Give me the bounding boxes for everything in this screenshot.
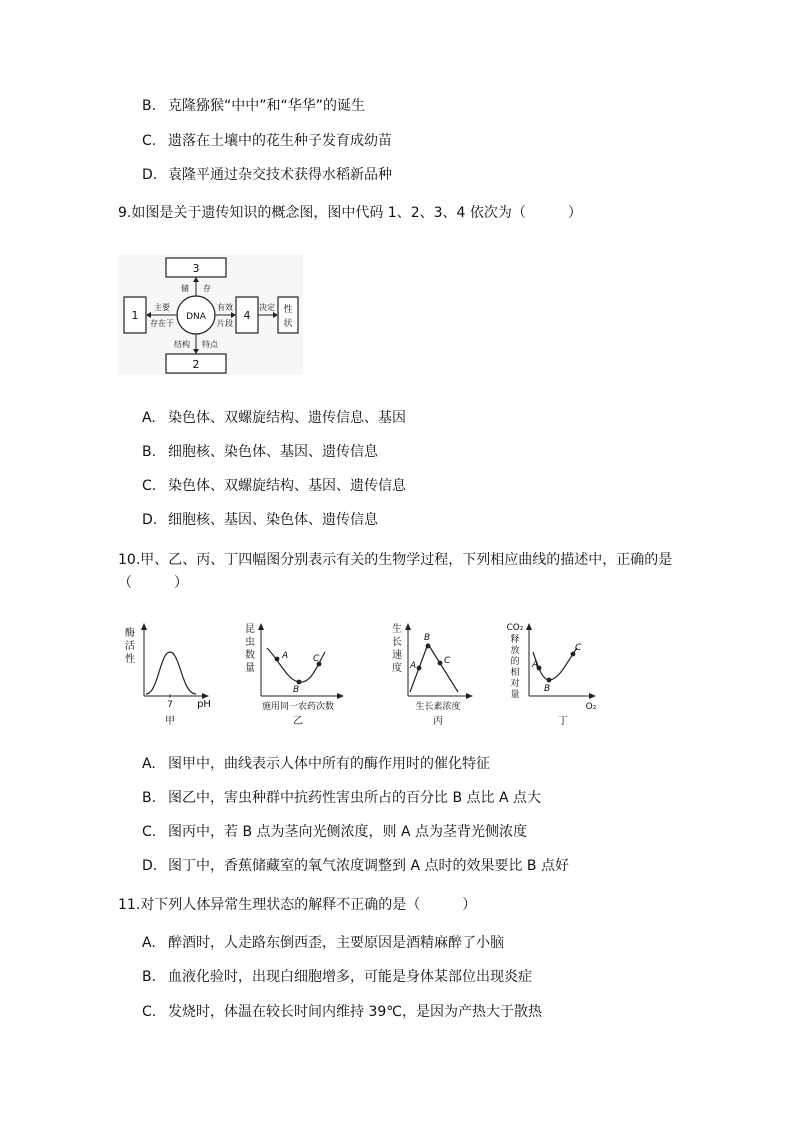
graph-jia-caption: 甲: [165, 716, 175, 727]
q9-option-c: [142, 476, 406, 496]
trait-label-2: 状: [283, 319, 293, 329]
option-letter: A.: [142, 410, 156, 426]
option-letter: A.: [142, 756, 156, 772]
q9-concept-map: [118, 255, 303, 375]
graph-yi-point-b: [297, 680, 302, 685]
graph-jia-tick-label: 7: [167, 700, 173, 710]
label-eff-2: 片段: [217, 319, 233, 328]
graph-yi-ylabel-1: 昆: [245, 624, 255, 635]
label-eff-1: 有效: [217, 303, 233, 312]
option-text: 图乙中，害虫种群中抗药性害虫所占的百分比 B 点比 A 点大: [168, 790, 541, 806]
option-letter: C.: [142, 133, 157, 149]
graph-ding-label-c: C: [575, 643, 582, 653]
trait-label-1: 性: [283, 305, 293, 315]
graph-ding-ylabel-2: 释: [510, 635, 520, 645]
graph-yi-label-c: C: [313, 654, 320, 664]
label-struct-1: 结构: [174, 340, 190, 349]
graph-yi-caption: 乙: [293, 716, 303, 727]
q11-stem: 11.对下列人体异常生理状态的解释不正确的是（ ）: [118, 897, 477, 913]
box-1-label: 1: [131, 309, 139, 322]
graph-yi-point-a: [275, 657, 280, 662]
option-text: 细胞核、基因、染色体、遗传信息: [168, 512, 378, 528]
graph-ding-ylabel-4: 的: [510, 657, 520, 667]
q8-option-b: [142, 96, 365, 116]
option-letter: D.: [142, 167, 158, 183]
graph-ding-curve: [533, 648, 577, 680]
box-3-label: 3: [192, 262, 200, 275]
graph-jia-ylabel-3: 性: [125, 654, 135, 665]
graph-yi-xlabel: 施用同一农药次数: [261, 702, 335, 712]
graph-bing-xlabel: 生长素浓度: [415, 702, 461, 712]
graph-jia-xlabel: pH: [197, 699, 211, 710]
graph-jia-ylabel-1: 酶: [125, 628, 135, 639]
option-text: 染色体、双螺旋结构、基因、遗传信息: [168, 478, 406, 494]
q10-option-a: [142, 754, 490, 774]
option-letter: D.: [142, 512, 158, 528]
q10-stem-line1: 10.甲、乙、丙、丁四幅图分别表示有关的生物学过程，下列相应曲线的描述中，正确的是: [118, 552, 673, 568]
q9-option-d: [142, 510, 378, 530]
graph-yi-label-a: A: [282, 651, 289, 661]
q8-option-d: [142, 165, 392, 185]
q9-option-a: [142, 408, 406, 428]
option-text: 血液化验时，出现白细胞增多，可能是身体某部位出现炎症: [168, 969, 532, 985]
option-text: 图丁中，香蕉储藏室的氧气浓度调整到 A 点时的效果要比 B 点好: [168, 858, 569, 874]
graph-jia-curve: [146, 652, 196, 694]
graph-bing-caption: 丙: [433, 716, 443, 727]
graph-yi-y-arrow: [258, 623, 264, 630]
graph-ding-label-a: A: [532, 660, 539, 670]
graph-yi-ylabel-3: 数: [245, 650, 255, 661]
box-2-label: 2: [192, 358, 200, 371]
label-decide: 决定: [259, 303, 275, 312]
graph-ding: [505, 618, 605, 728]
option-letter: C.: [142, 478, 157, 494]
q11-option-a: [142, 933, 504, 953]
graph-bing-y-arrow: [405, 623, 411, 630]
option-letter: D.: [142, 858, 158, 874]
graph-bing-label-a: A: [410, 661, 417, 671]
label-struct-2: 特点: [202, 340, 218, 349]
graph-bing-label-b: B: [424, 633, 431, 643]
graph-ding-y-arrow: [526, 623, 532, 630]
option-text: 醉酒时，人走路东倒西歪，主要原因是酒精麻醉了小脑: [168, 935, 504, 951]
option-letter: B.: [142, 790, 157, 806]
option-text: 染色体、双螺旋结构、遗传信息、基因: [168, 410, 406, 426]
graph-bing: [390, 618, 480, 728]
graph-bing-point-a: [417, 666, 422, 671]
graph-yi-ylabel-4: 量: [245, 663, 255, 674]
graph-ding-ylabel-3: 放: [510, 646, 520, 656]
graph-bing-x-arrow: [466, 693, 473, 699]
option-text: 袁隆平通过杂交技术获得水稻新品种: [168, 167, 392, 183]
q10-option-b: [142, 788, 541, 808]
graph-ding-ylabel-5: 相: [510, 668, 520, 678]
q10-option-d: [142, 856, 569, 876]
graph-bing-ylabel-3: 速: [392, 650, 402, 661]
graph-bing-point-c: [438, 661, 443, 666]
graph-bing-label-c: C: [444, 656, 451, 666]
graph-bing-ylabel-2: 长: [392, 637, 402, 648]
graph-yi-ylabel-2: 虫: [245, 637, 255, 648]
option-text: 细胞核、染色体、基因、遗传信息: [168, 444, 378, 460]
option-letter: B.: [142, 444, 157, 460]
label-store-1: 储: [181, 284, 189, 293]
option-letter: B.: [142, 98, 157, 114]
option-text: 克隆猕猴“中中”和“华华”的诞生: [168, 98, 366, 114]
option-letter: C.: [142, 1004, 157, 1020]
graph-ding-ylabel-6: 对: [510, 679, 520, 689]
graph-ding-x-arrow: [589, 693, 596, 699]
q11-option-c: [142, 1002, 542, 1022]
q8-option-c: [142, 131, 392, 151]
option-letter: B.: [142, 969, 157, 985]
box-4-label: 4: [243, 309, 251, 322]
dna-label: DNA: [186, 312, 206, 322]
label-store-2: 存: [203, 284, 211, 293]
q10-stem-line2: （ ）: [118, 575, 188, 591]
graph-ding-xlabel: O₂: [585, 702, 597, 712]
graph-ding-label-b: B: [544, 684, 551, 694]
graph-yi-label-b: B: [293, 685, 300, 695]
graph-yi-x-arrow: [337, 693, 344, 699]
q9-stem: 9.如图是关于遗传知识的概念图，图中代码 1、2、3、4 依次为（ ）: [118, 205, 582, 221]
option-text: 图丙中，若 B 点为茎向光侧浓度，则 A 点为茎背光侧浓度: [168, 824, 527, 840]
graph-bing-ylabel-4: 度: [392, 663, 402, 674]
graph-ding-caption: 丁: [558, 716, 568, 727]
option-text: 发烧时，体温在较长时间内维持 39℃，是因为产热大于散热: [168, 1004, 542, 1020]
q9-option-b: [142, 442, 378, 462]
graph-ding-ylabel-7: 量: [510, 690, 520, 700]
option-letter: C.: [142, 824, 157, 840]
label-main-2: 存在于: [150, 319, 174, 328]
option-text: 图甲中，曲线表示人体中所有的酶作用时的催化特征: [168, 756, 490, 772]
graph-jia-ylabel-2: 活: [125, 641, 135, 652]
graph-yi: [243, 618, 353, 728]
graph-jia-y-arrow: [141, 623, 147, 630]
q10-option-c: [142, 822, 527, 842]
graph-bing-ylabel-1: 生: [392, 624, 402, 635]
graph-ding-point-b: [547, 678, 552, 683]
option-text: 遗落在土壤中的花生种子发育成幼苗: [168, 133, 392, 149]
graph-ding-ylabel-1: CO₂: [506, 623, 524, 633]
graph-bing-point-b: [426, 644, 431, 649]
option-letter: A.: [142, 935, 156, 951]
q11-option-b: [142, 967, 532, 987]
label-main-1: 主要: [154, 303, 170, 312]
graph-jia: [118, 618, 218, 728]
